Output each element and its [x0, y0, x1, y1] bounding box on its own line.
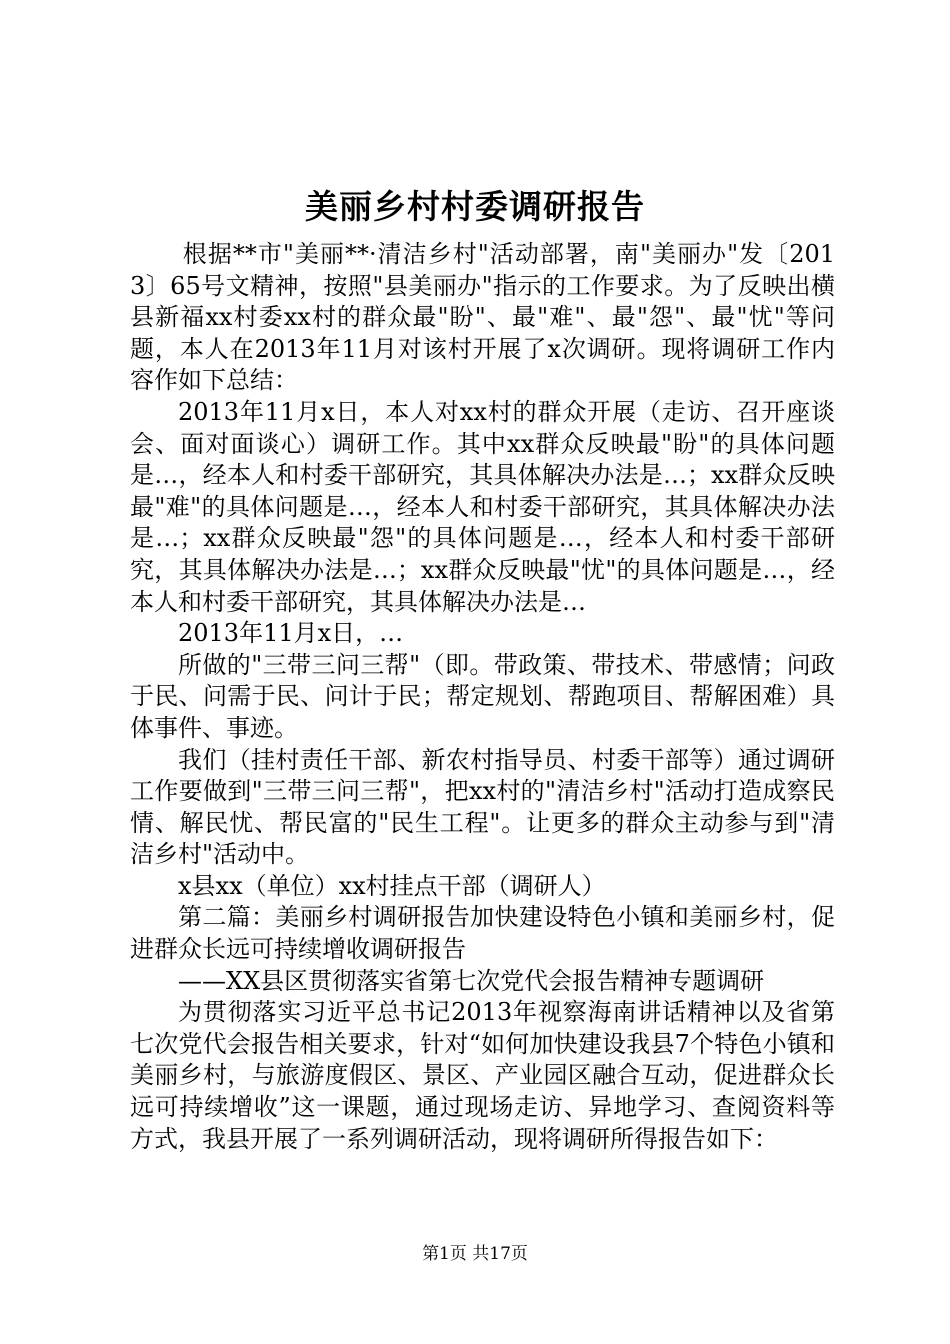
- paragraph-second-part-heading: 第二篇：美丽乡村调研报告加快建设特色小镇和美丽乡村，促进群众长远可持续增收调研报告: [130, 903, 835, 964]
- paragraph-three-helps: 所做的"三带三问三帮"（即。带政策、带技术、带感情；问政于民、问需于民、问计于民；帮定规划、帮跑项目、帮解困难）具体事件、事迹。: [130, 650, 835, 742]
- page-footer: 第1页 共17页: [422, 1244, 528, 1264]
- document-title: 美丽乡村村委调研报告: [305, 187, 645, 226]
- paragraph-goals: 我们（挂村责任干部、新农村指导员、村委干部等）通过调研工作要做到"三带三问三帮"，把xx村的"清洁乡村"活动打造成察民情、解民忧、帮民富的"民生工程"。让更多的群众主动参与到"清洁乡村"活动中。: [130, 745, 835, 869]
- paragraph-survey-details: 2013年11月x日，本人对xx村的群众开展（走访、召开座谈会、面对面谈心）调研工作。其中xx群众反映最"盼"的具体问题是…，经本人和村委干部研究，其具体解决办法是…；xx群众反映最"难"的具体问题是…，经本人和村委干部研究，其具体解决办法是…；xx群众反映最"怨"的具体问题是…，经本人和村委干部研究，其具体解决办法是…；xx群众反映最"忧"的具体问题是…，经本人和村委干部研究，其具体解决办法是…: [130, 397, 835, 616]
- paragraph-second-intro: 为贯彻落实习近平总书记2013年视察海南讲话精神以及省第七次党代会报告相关要求，针对“如何加快建设我县7个特色小镇和美丽乡村，与旅游度假区、景区、产业园区融合互动，促进群众长远可持续增收”这一课题，通过现场走访、异地学习、查阅资料等方式，我县开展了一系列调研活动，现将调研所得报告如下：: [130, 998, 835, 1153]
- paragraph-subtitle: ——XX县区贯彻落实省第七次党代会报告精神专题调研: [178, 966, 765, 995]
- document-body: [130, 239, 835, 1155]
- paragraph-signature: x县xx（单位）xx村挂点干部（调研人）: [178, 871, 606, 900]
- paragraph-date-line: 2013年11月x日，…: [178, 619, 404, 648]
- paragraph-intro: 根据**市"美丽**·清洁乡村"活动部署，南"美丽办"发〔2013〕65号文精神，按照"县美丽办"指示的工作要求。为了反映出横县新福xx村委xx村的群众最"盼"、最"难"、最"怨"、最"忧"等问题，本人在2013年11月对该村开展了x次调研。现将调研工作内容作如下总结：: [130, 240, 835, 395]
